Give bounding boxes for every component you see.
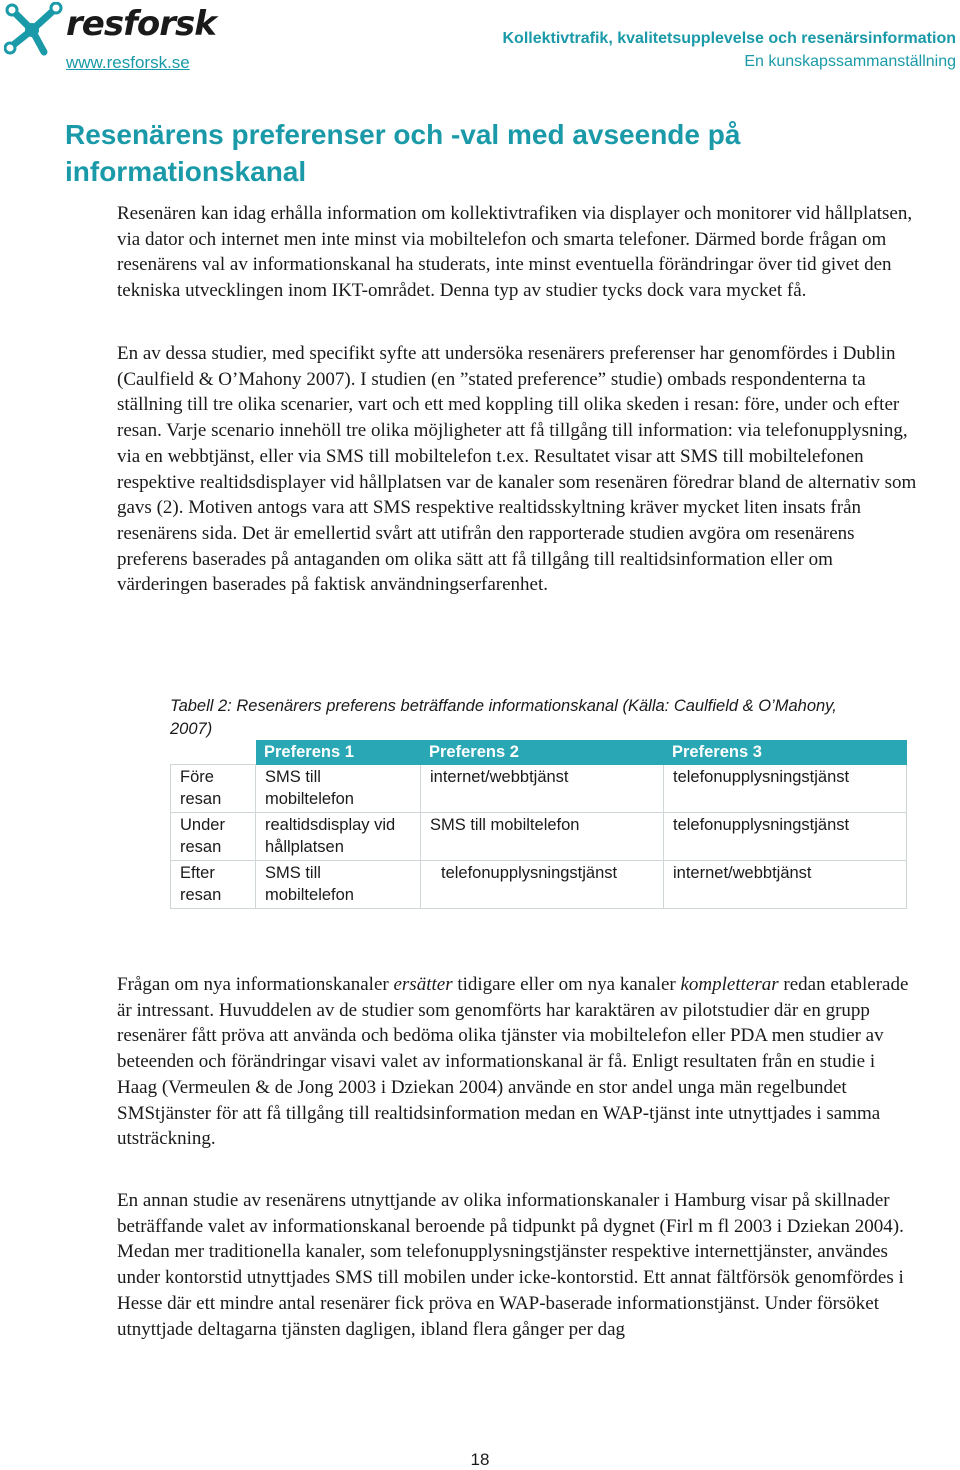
paragraph-2: En av dessa studier, med specifikt syfte att undersöka resenärers preferenser har genomfördes i Dublin (Caulfield & O’Mahony 2007). I studien (en ”stated preference” studie) ombads respondenterna ta ställning till tre olika scenarier, vart och ett med koppling till olika skeden i resan: före, under och efter resan. Varje scenario innehöll tre olika möjligheter att få tillgång till information: via telefonupplysning, via en webbtjänst, eller via SMS till mobiltelefon t.ex. Resultatet visar att SMS till mobiltelefonen respektive realtidsdisplayer vid hållplatsen var de kanaler som resenären föredrar bland de alternativ som gavs (2). Motiven antogs vara att SMS respektive realtidsskyltning kräver mycket liten insats från resenärens sida. Det är emellertid svårt att utifrån den rapporterade studien avgöra om resenärens preferens baserades på antaganden om olika sätt att få tillgång till realtidsinformation eller om värderingen baserades på faktisk användningserfarenhet. xyxy=(117,343,917,596)
emphasis-complements: kompletterar xyxy=(680,974,779,995)
table-row xyxy=(171,812,907,860)
table-cell: SMS till mobiltelefon xyxy=(256,764,421,812)
paragraph-3-text: Frågan om nya informationskanaler xyxy=(117,974,394,995)
resforsk-logo-icon xyxy=(4,2,68,58)
page-number: 18 xyxy=(470,1450,490,1469)
column-header: Preferens 2 xyxy=(421,741,664,765)
table-row xyxy=(171,764,907,812)
table-header-row xyxy=(171,741,907,765)
table-cell: realtidsdisplay vid hållplatsen xyxy=(256,812,421,860)
row-label: Under resan xyxy=(171,812,256,860)
paragraph-3-text: tidigare eller om nya kanaler xyxy=(452,974,681,995)
report-subtitle: En kunskapssammanställning xyxy=(744,53,956,70)
table-cell: telefonupplysningstjänst xyxy=(664,764,907,812)
column-header: Preferens 1 xyxy=(256,741,421,765)
table-cell: telefonupplysningstjänst xyxy=(421,860,664,908)
emphasis-replaces: ersätter xyxy=(393,974,453,995)
report-title: Kollektivtrafik, kvalitetsupplevelse och resenärsinformation xyxy=(502,30,956,47)
preference-table xyxy=(170,740,907,909)
column-header: Preferens 3 xyxy=(664,741,907,765)
section-heading: Resenärens preferenser och -val med avseende på informationskanal xyxy=(65,119,741,187)
row-label: Före resan xyxy=(171,764,256,812)
paragraph-1: Resenären kan idag erhålla information om kollektivtrafiken via displayer och monitorer vid hållplatsen, via dator och internet men inte minst via mobiltelefon och smarta telefoner. Därmed borde frågan om resenärens val av informationskanal ha studerats, inte minst eventuella förändringar över tid givet den tekniska utvecklingen inom IKT-området. Denna typ av studier tycks dock vara mycket få. xyxy=(117,203,913,302)
page-header xyxy=(0,0,960,80)
table-caption: Tabell 2: Resenärers preferens beträffande informationskanal (Källa: Caulfield & O’Mahony, 2007) xyxy=(170,697,837,738)
row-label: Efter resan xyxy=(171,860,256,908)
table-cell: SMS till mobiltelefon xyxy=(421,812,664,860)
table-cell: telefonupplysningstjänst xyxy=(664,812,907,860)
website-link[interactable]: www.resforsk.se xyxy=(66,53,190,72)
paragraph-3 xyxy=(117,972,917,1152)
table-cell: internet/webbtjänst xyxy=(664,860,907,908)
table-cell: internet/webbtjänst xyxy=(421,764,664,812)
table-row xyxy=(171,860,907,908)
table-cell: SMS till mobiltelefon xyxy=(256,860,421,908)
logo-wordmark: resforsk xyxy=(66,4,216,44)
table-corner-cell xyxy=(171,741,256,765)
paragraph-3-text: redan etablerade är intressant. Huvuddelen av de studier som genomförts har karaktären av pilotstudier där en grupp resenärer fått pröva att använda och bedöma olika tjänster via mobiltelefon eller PDA men studier av beteenden och förändringar visavi valet av informationskanal är få. Enligt resultaten från en studie i Haag (Vermeulen & de Jong 2003 i Dziekan 2004) använde en stor andel unga män regelbundet SMStjänster för att få tillgång till realtidsinformation medan en WAP-tjänst inte utnyttjades i samma utsträckning. xyxy=(117,974,909,1150)
paragraph-4: En annan studie av resenärens utnyttjande av olika informationskanaler i Hamburg visar på skillnader beträffande valet av informationskanal beroende på tidpunkt på dygnet (Firl m fl 2003 i Dziekan 2004). Medan mer traditionella kanaler, som telefonupplysningstjänster respektive internettjänster, användes under kontorstid utnyttjades SMS till mobilen under icke-kontorstid. Ett annat fältförsök genomfördes i Hesse där ett mindre antal resenärer fick pröva en WAP-baserade informationstjänst. Under försöket utnyttjade deltagarna tjänsten dagligen, ibland flera gånger per dag xyxy=(117,1190,904,1340)
